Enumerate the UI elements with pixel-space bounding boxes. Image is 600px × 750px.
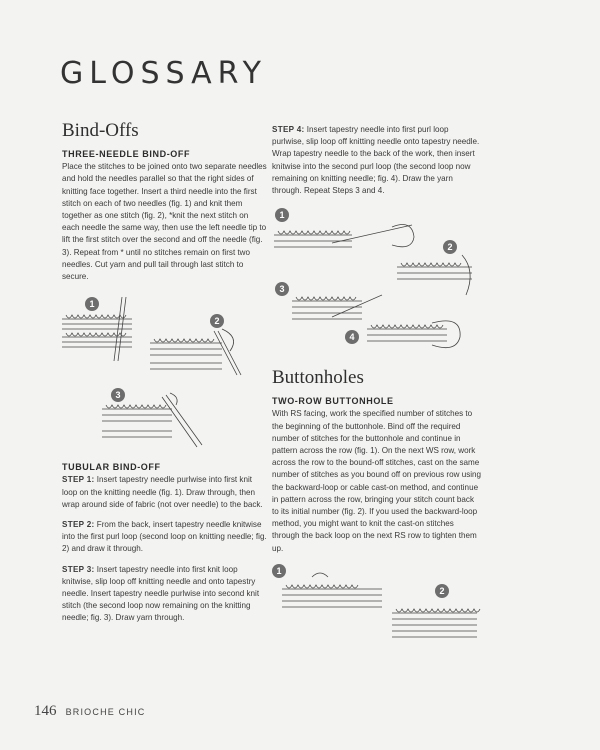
step-label: STEP 4: bbox=[272, 125, 305, 134]
step-label: STEP 2: bbox=[62, 520, 95, 530]
two-row-text: With RS facing, work the specified number of stitches to the beginning of the buttonhole. Bind off the required number of stitches for the buttonhole and continue in pattern across the row (fig. 1). On the next WS row, work across the row to the bound-off stitches, cast on the same number of stitches as you bound off on previous row using the backward-loop or cable cast-on method, and continue in pattern across the row, bringing your stitch count back to its initial number (fig. 2). If you used the backward-loop method, you might want to knit the cast-on stitches through the back loop on the next RS row to tighten them up. bbox=[272, 409, 482, 553]
buttonhole-fig2-drawing bbox=[392, 609, 480, 637]
tubular-fig4-drawing bbox=[367, 321, 460, 348]
page-footer bbox=[34, 703, 145, 720]
buttonhole-fig2-badge-number: 2 bbox=[439, 585, 445, 596]
tubular-step-1 bbox=[62, 474, 267, 511]
buttonhole-fig1-drawing bbox=[282, 573, 382, 607]
tubular-illustration bbox=[272, 205, 482, 357]
step-text: From the back, insert tapestry needle knitwise into the first purl loop (second loop on knitting needle; fig. 2) and draw it through. bbox=[62, 520, 267, 554]
page-number: 146 bbox=[34, 703, 57, 719]
tubular-fig2-badge-number: 2 bbox=[447, 242, 453, 253]
fig2-knitting-drawing bbox=[150, 329, 241, 375]
fig3-badge-number: 3 bbox=[115, 390, 121, 401]
tubular-title: TUBULAR BIND-OFF bbox=[62, 462, 161, 473]
fig1-badge-number: 1 bbox=[89, 299, 95, 310]
tubular-step-2 bbox=[62, 519, 267, 556]
page-title: GLOSSARY bbox=[60, 56, 267, 91]
buttonholes-heading: Buttonholes bbox=[272, 367, 364, 389]
bind-offs-heading: Bind-Offs bbox=[62, 120, 139, 141]
right-column bbox=[272, 124, 482, 653]
book-title: BRIOCHE CHIC bbox=[65, 707, 146, 717]
tubular-fig3-drawing bbox=[292, 295, 382, 319]
tubular-step-3 bbox=[62, 564, 267, 625]
tubular-fig2-drawing bbox=[397, 255, 472, 295]
step-text: Insert tapestry needle purlwise into first knit loop on the knitting needle (fig. 1). Draw through, then wrap around side of fabric (not over needle) to the back. bbox=[62, 475, 263, 509]
three-needle-illustration bbox=[62, 291, 267, 451]
step-label: STEP 3: bbox=[62, 564, 95, 574]
tubular-fig1-badge-number: 1 bbox=[279, 210, 285, 221]
three-needle-title: THREE-NEEDLE BIND-OFF bbox=[62, 149, 191, 159]
tubular-fig1-drawing bbox=[274, 225, 414, 247]
tubular-fig3-badge-number: 3 bbox=[279, 284, 285, 295]
step-label: STEP 1: bbox=[62, 475, 95, 485]
tubular-step-4 bbox=[272, 124, 482, 197]
tubular-fig4-badge-number: 4 bbox=[349, 332, 355, 343]
step-text: Insert tapestry needle into first purl loop purlwise, slip loop off knitting needle onto tapestry needle. Wrap tapestry needle to the back of the work, then insert knitwise into the second purl loop (the second loop now remaining on knitting needle; fig. 4). Draw the yarn through. Repeat Steps 3 and 4. bbox=[272, 125, 480, 196]
three-needle-text: Place the stitches to be joined onto two separate needles and hold the needles parallel so that the right sides of knitting face together. Insert a third needle into the first stitch on each of two needles (fig. 1) and knit them together as one stitch (fig. 2), *knit the next stitch on each needle the same way, then use the left needle tip to lift the first stitch over the second and off the needle (fig. 3). Repeat from * until no stitches remain on first two needles. Cut yarn and pull tail through last stitch to secure. bbox=[62, 162, 267, 282]
step-text: Insert tapestry needle into first knit loop knitwise, slip loop off knitting needle and onto tapestry needle. Insert tapestry needle purlwise into second knit stitch (the second loop now remaining on the knitting needle; fig. 3). Draw yarn through. bbox=[62, 564, 260, 623]
two-row-title: TWO-ROW BUTTONHOLE bbox=[272, 396, 394, 407]
buttonhole-fig1-badge-number: 1 bbox=[276, 565, 282, 576]
left-column bbox=[62, 120, 267, 633]
buttonhole-illustration bbox=[272, 563, 482, 643]
fig2-badge-number: 2 bbox=[214, 316, 220, 327]
